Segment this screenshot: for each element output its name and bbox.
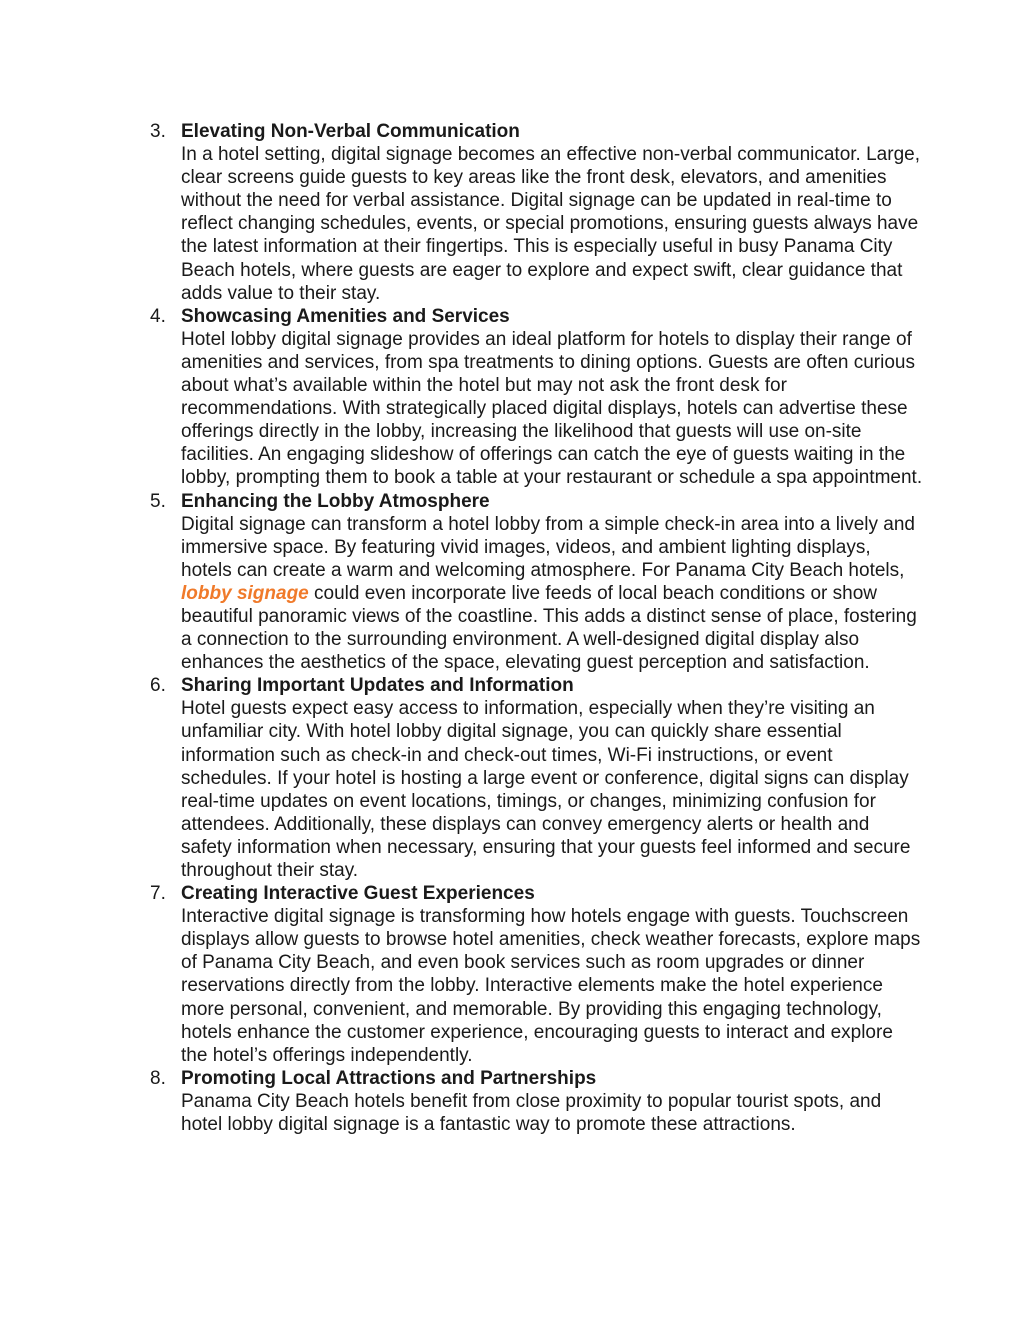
item-body: In a hotel setting, digital signage becomes an effective non-verbal communicator. Large, clear screens guide guests to key areas like the front desk, elevators, and amenities without the need for verbal assistance. Digital signage can be updated in real-time to reflect changing schedules, events, or special promotions, ensuring guests always have the latest information at their fingertips. This is especially useful in busy Panama City Beach hotels, where guests are eager to explore and expect swift, clear guidance that adds value to their stay.: [181, 144, 920, 304]
item-heading: Creating Interactive Guest Experiences: [181, 883, 535, 905]
list-item: [0, 674, 1024, 882]
item-body-before-link: Digital signage can transform a hotel lobby from a simple check-in area into a lively and immersive space. By featuring vivid images, videos, and ambient lighting displays, hotels can create a warm and welcoming atmosphere. For Panama City Beach hotels,: [181, 513, 915, 581]
list-item: [0, 882, 1024, 1067]
lobby-signage-link[interactable]: lobby signage: [181, 582, 309, 604]
list-item: [0, 490, 1024, 675]
document-page: [0, 120, 1024, 1136]
list-item: [0, 1067, 1024, 1136]
item-heading: Promoting Local Attractions and Partnerships: [181, 1067, 597, 1089]
item-number: 7.: [150, 883, 166, 905]
numbered-list: [0, 120, 1024, 1136]
item-number: 8.: [150, 1067, 166, 1089]
item-heading: Enhancing the Lobby Atmosphere: [181, 490, 490, 512]
item-body: Interactive digital signage is transforming how hotels engage with guests. Touchscreen displays allow guests to browse hotel amenities, check weather forecasts, explore maps of Panama City Beach, and even book services such as room upgrades or dinner reservations directly from the lobby. Interactive elements make the hotel experience more personal, convenient, and memorable. By providing this engaging technology, hotels enhance the customer experience, encouraging guests to interact and explore the hotel’s offerings independently.: [181, 906, 921, 1066]
item-heading: Sharing Important Updates and Information: [181, 675, 574, 697]
item-body-after-link: could even incorporate live feeds of local beach conditions or show beautiful panoramic views of the coastline. This adds a distinct sense of place, fostering a connection to the surrounding environment. A well-designed digital display also enhances the aesthetics of the space, elevating guest perception and satisfaction.: [181, 582, 917, 674]
item-number: 3.: [150, 121, 166, 142]
item-body: Hotel lobby digital signage provides an ideal platform for hotels to display their range of amenities and services, from spa treatments to dining options. Guests are often curious about what’s available within the hotel but may not ask the front desk for recommendations. With strategically placed digital displays, hotels can advertise these offerings directly in the lobby, increasing the likelihood that guests will use on-site facilities. An engaging slideshow of offerings can catch the eye of guests waiting in the lobby, prompting them to book a table at your restaurant or schedule a spa appointment.: [181, 328, 923, 489]
item-number: 5.: [150, 490, 166, 512]
item-body: [181, 513, 924, 675]
item-heading: Showcasing Amenities and Services: [181, 305, 510, 327]
item-number: 6.: [150, 675, 166, 697]
item-number: 4.: [150, 305, 166, 327]
list-item: [0, 305, 1024, 490]
item-heading: Elevating Non-Verbal Communication: [181, 121, 520, 142]
item-body: Hotel guests expect easy access to information, especially when they’re visiting an unfamiliar city. With hotel lobby digital signage, you can quickly share essential information such as check-in and check-out times, Wi-Fi instructions, or event schedules. If your hotel is hosting a large event or conference, digital signs can display real-time updates on event locations, timings, or changes, minimizing confusion for attendees. Additionally, these displays can convey emergency alerts or health and safety information when necessary, ensuring that your guests feel informed and secure throughout their stay.: [181, 698, 911, 881]
item-body: Panama City Beach hotels benefit from close proximity to popular tourist spots, and hotel lobby digital signage is a fantastic way to promote these attractions.: [181, 1090, 882, 1136]
list-item: [0, 120, 1024, 305]
